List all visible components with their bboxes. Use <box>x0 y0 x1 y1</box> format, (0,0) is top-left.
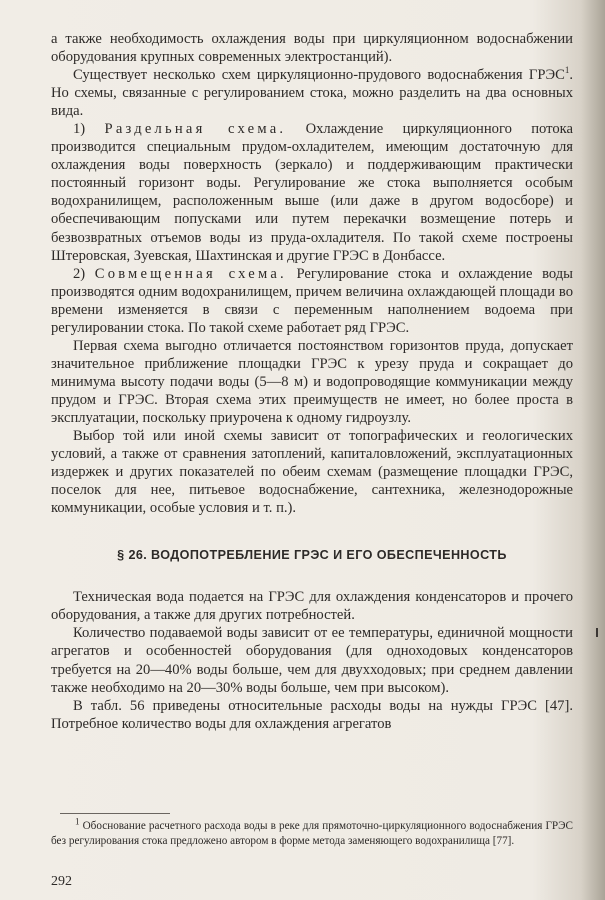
paragraph-combined-scheme <box>51 265 573 337</box>
body-text <box>51 30 573 733</box>
paragraph: а также необходимость охлаждения воды при циркуляционном водоснабжении оборудования крупных современных электростанций). <box>51 31 573 66</box>
paragraph: Первая схема выгодно отличается постоянством горизонтов пруда, допускает значительное приближение площадки ГРЭС к урезу пруда и сокращает до минимума высоту подачи воды (5—8 м) и водопроводящие коммуникации между прудом и ГРЭС. Вторая схема этих преимуществ не имеет, но более проста в эксплуатации, поскольку приурочена к одному гидроузлу. <box>51 337 573 426</box>
paragraph: Выбор той или иной схемы зависит от топографических и геологических условий, а также от сравнения затоплений, капиталовложений, эксплуатационных издержек и других показателей по обеим схемам (размещение площадки ГРЭС, поселок для нее, питьевое водоснабжение, сантехника, железнодорожные коммуникации, особые условия и т. п.). <box>51 428 573 517</box>
footnote-marker: 1 <box>75 816 80 827</box>
margin-mark <box>596 628 598 637</box>
paragraph-separate-scheme <box>51 120 573 264</box>
term-spaced: Совмещенная схема. <box>94 265 287 282</box>
page-number: 292 <box>51 874 72 889</box>
paragraph: В табл. 56 приведены относительные расходы воды на нужды ГРЭС [47]. Потребное количество воды для охлаждения агрегатов <box>51 697 573 732</box>
section-heading: § 26. ВОДОПОТРЕБЛЕНИЕ ГРЭС И ЕГО ОБЕСПЕЧЕННОСТЬ <box>117 548 507 563</box>
term-spaced: Раздельная схема. <box>104 121 287 138</box>
footnote <box>51 816 573 848</box>
paragraph <box>51 66 573 120</box>
list-number: 2) <box>73 265 95 282</box>
footnote-divider <box>60 813 170 814</box>
list-number: 1) <box>73 121 105 138</box>
paragraph-text: . Но схемы, связанные с регулированием стока, можно разделить на два основных вида. <box>51 67 573 120</box>
footnote-text: Обоснование расчетного расхода воды в реке для прямоточно-циркуляционного водоснабжения ГРЭС без регулирования стока предложено автором в форме метода заменяющего водохранилища [77]. <box>51 820 573 847</box>
footnote-reference: 1 <box>564 65 570 76</box>
paragraph: Количество подаваемой воды зависит от ее температуры, единичной мощности агрегатов и особенностей оборудования (для одноходовых конденсаторов требуется на 20—40% воды больше, чем для двухходовых; при среднем давлении также необходимо на 20—30% воды больше, чем при высоком). <box>51 625 573 696</box>
paragraph-text: Существует несколько схем циркуляционно-прудового водоснабжения ГРЭС <box>73 67 565 84</box>
paragraph-text: Регулирование стока и охлаждение воды производятся одним водохранилищем, причем величина охлаждающей площади во времени изменяется в связи с переменным наполнением водоема при регулировании стока. По такой схеме работает ряд ГРЭС. <box>51 265 573 336</box>
paragraph-text: Охлаждение циркуляционного потока производится специальным прудом-охладителем, имеющим достаточную для охлаждения воды поверхность (зеркало) и поддерживающим практически постоянный горизонт воды. Регулирование же стока выполняется особым водохранилищем, расположенным выше (или даже в другом водосборе) и обеспечивающим попусками или путем перекачки возмещение потерь и безвозвратных отъемов воды из пруда-охладителя. По такой схеме построены Штеровская, Зуевская, Шахтинская и другие ГРЭС в Донбассе. <box>51 121 573 264</box>
paragraph: Техническая вода подается на ГРЭС для охлаждения конденсаторов и прочего оборудования, а также для других потребностей. <box>51 589 573 624</box>
section-heading-wrapper <box>51 517 573 588</box>
